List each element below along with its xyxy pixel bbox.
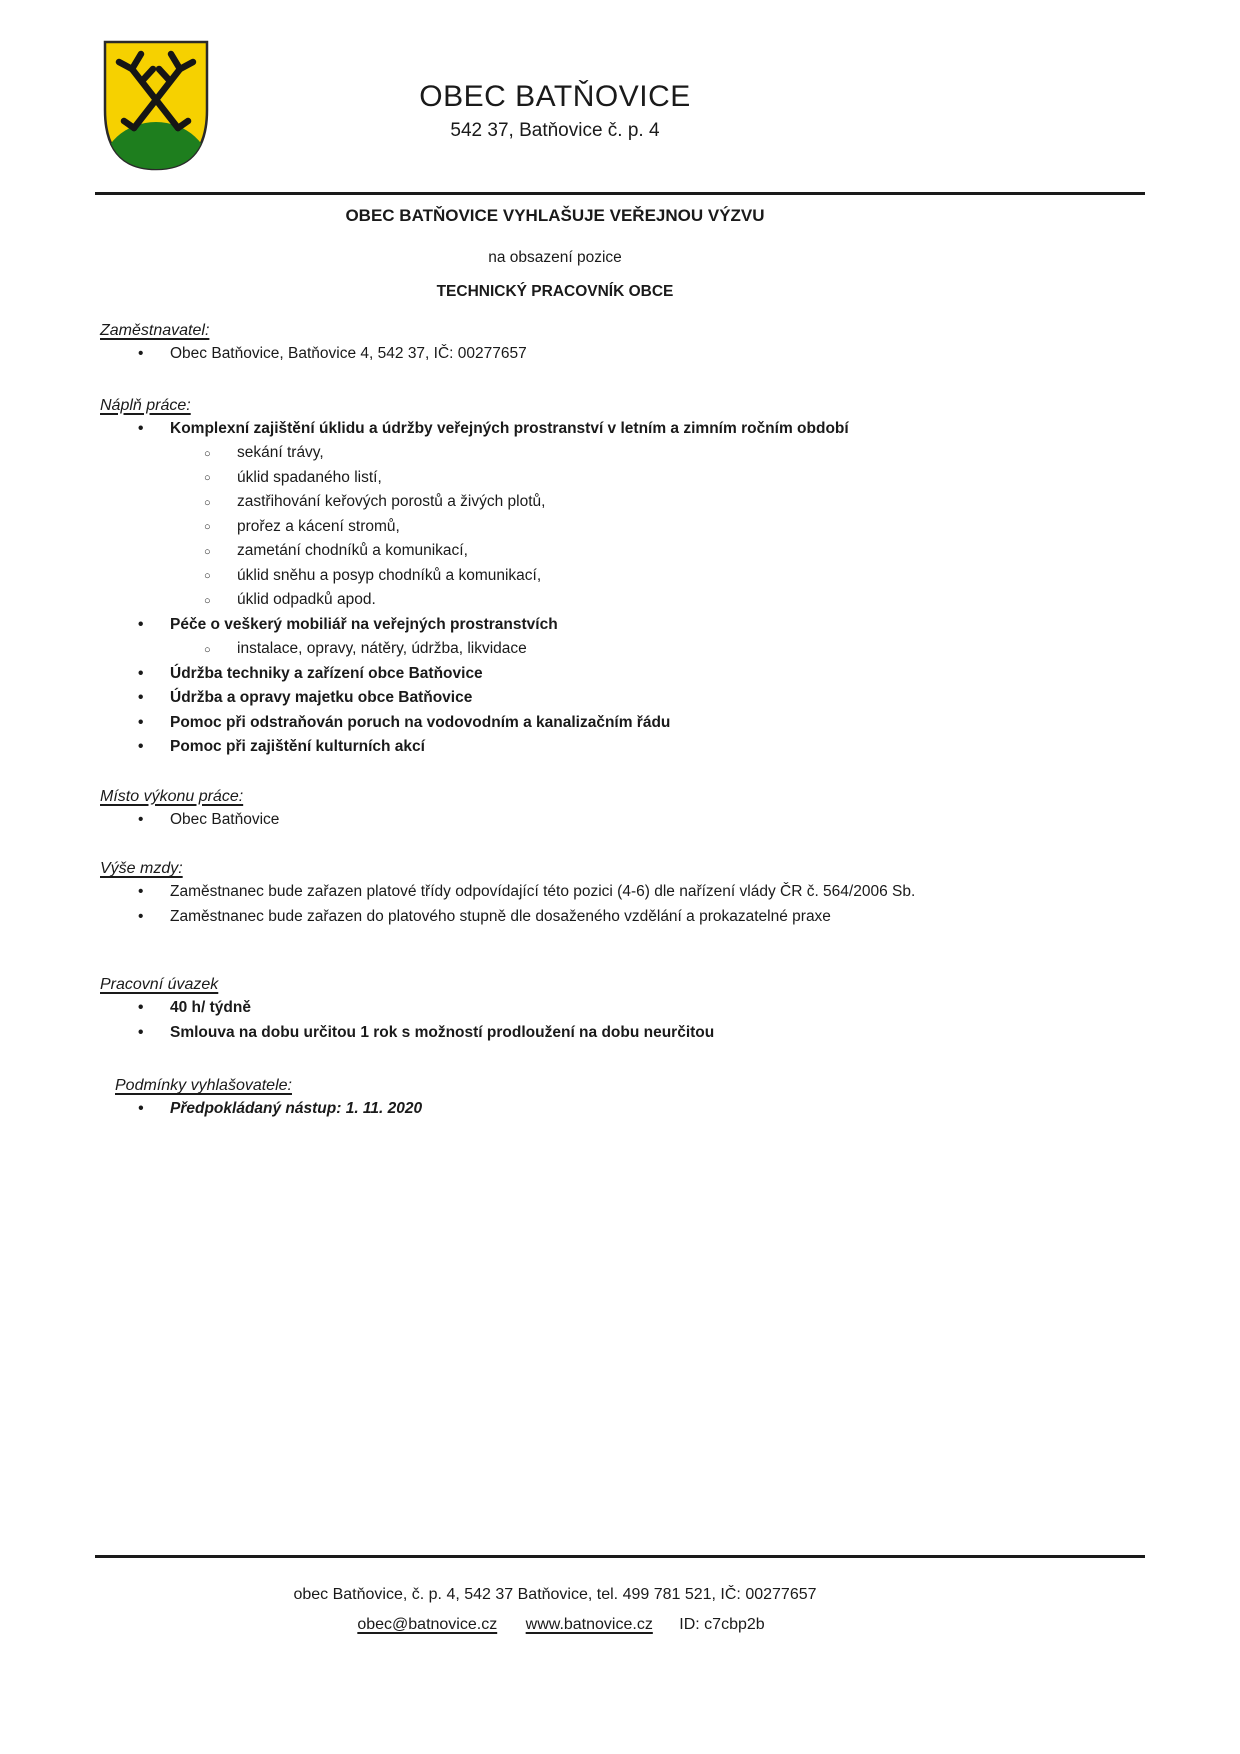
- list-item: • Obec Batňovice: [100, 808, 1010, 833]
- list-item: ○ instalace, opravy, nátěry, údržba, likvidace: [100, 637, 1010, 662]
- section-heading-workload: Pracovní úvazek: [100, 976, 219, 993]
- list-item: ○ prořez a kácení stromů,: [100, 515, 1010, 540]
- section-heading-conditions: Podmínky vyhlašovatele:: [115, 1077, 292, 1094]
- place-list: [100, 808, 1010, 833]
- list-item: • Údržba techniky a zařízení obce Batňovice: [100, 662, 1010, 687]
- header-divider: [95, 192, 1145, 195]
- org-address: 542 37, Batňovice č. p. 4: [450, 120, 660, 141]
- list-item: ○ zastřihování keřových porostů a živých plotů,: [100, 490, 1010, 515]
- position-title: TECHNICKÝ PRACOVNÍK OBCE: [436, 283, 674, 300]
- section-heading-employer: Zaměstnavatel:: [100, 322, 210, 339]
- duties-list: [100, 417, 1010, 760]
- footer-divider: [95, 1555, 1145, 1558]
- section-heading-salary: Výše mzdy:: [100, 860, 183, 877]
- email-link[interactable]: obec@batnovice.cz: [357, 1616, 498, 1633]
- salary-list: [100, 880, 1010, 929]
- org-name: OBEC BATŇOVICE: [419, 80, 691, 113]
- list-item: • Pomoc při zajištění kulturních akcí: [100, 735, 1010, 760]
- list-item: • Pomoc při odstraňován poruch na vodovodním a kanalizačním řádu: [100, 711, 1010, 736]
- document-footer: [100, 1583, 1010, 1637]
- announcement-title: OBEC BATŇOVICE VYHLAŠUJE VEŘEJNOU VÝZVU: [345, 206, 765, 225]
- footer-contact-line: obec Batňovice, č. p. 4, 542 37 Batňovice, tel. 499 781 521, IČ: 00277657: [293, 1586, 817, 1603]
- list-item: • 40 h/ týdně: [100, 996, 1010, 1021]
- list-item: ○ úklid sněhu a posyp chodníků a komunikací,: [100, 564, 1010, 589]
- list-item: • Zaměstnanec bude zařazen do platového stupně dle dosaženého vzdělání a prokazatelné praxe: [100, 905, 1010, 930]
- conditions-list: [100, 1097, 1010, 1122]
- announcement-subtitle: na obsazení pozice: [488, 249, 622, 266]
- list-item: ○ zametání chodníků a komunikací,: [100, 539, 1010, 564]
- list-item: ○ sekání trávy,: [100, 441, 1010, 466]
- list-item: • Předpokládaný nástup: 1. 11. 2020: [100, 1097, 1010, 1122]
- workload-list: [100, 996, 1010, 1045]
- databox-id: ID: c7cbp2b: [679, 1616, 765, 1633]
- website-link[interactable]: www.batnovice.cz: [525, 1616, 653, 1633]
- list-item: • Zaměstnanec bude zařazen platové třídy odpovídající této pozici (4-6) dle nařízení vlády ČR č. 564/2006 Sb.: [100, 880, 1010, 905]
- list-item: ○ úklid spadaného listí,: [100, 466, 1010, 491]
- employer-list: [100, 342, 1010, 367]
- list-item: • Komplexní zajištění úklidu a údržby veřejných prostranství v letním a zimním ročním období: [100, 417, 1010, 442]
- section-heading-duties: Náplň práce:: [100, 396, 191, 414]
- list-item: • Údržba a opravy majetku obce Batňovice: [100, 686, 1010, 711]
- footer-links-line: [100, 1613, 1010, 1637]
- document-body: [100, 205, 1010, 1122]
- list-item: • Smlouva na dobu určitou 1 rok s možností prodloužení na dobu neurčitou: [100, 1021, 1010, 1046]
- list-item: • Obec Batňovice, Batňovice 4, 542 37, IČ: 00277657: [100, 342, 1010, 367]
- letterhead: [100, 80, 1010, 144]
- list-item: • Péče o veškerý mobiliář na veřejných prostranstvích: [100, 613, 1010, 638]
- list-item: ○ úklid odpadků apod.: [100, 588, 1010, 613]
- section-heading-place: Místo výkonu práce:: [100, 787, 244, 805]
